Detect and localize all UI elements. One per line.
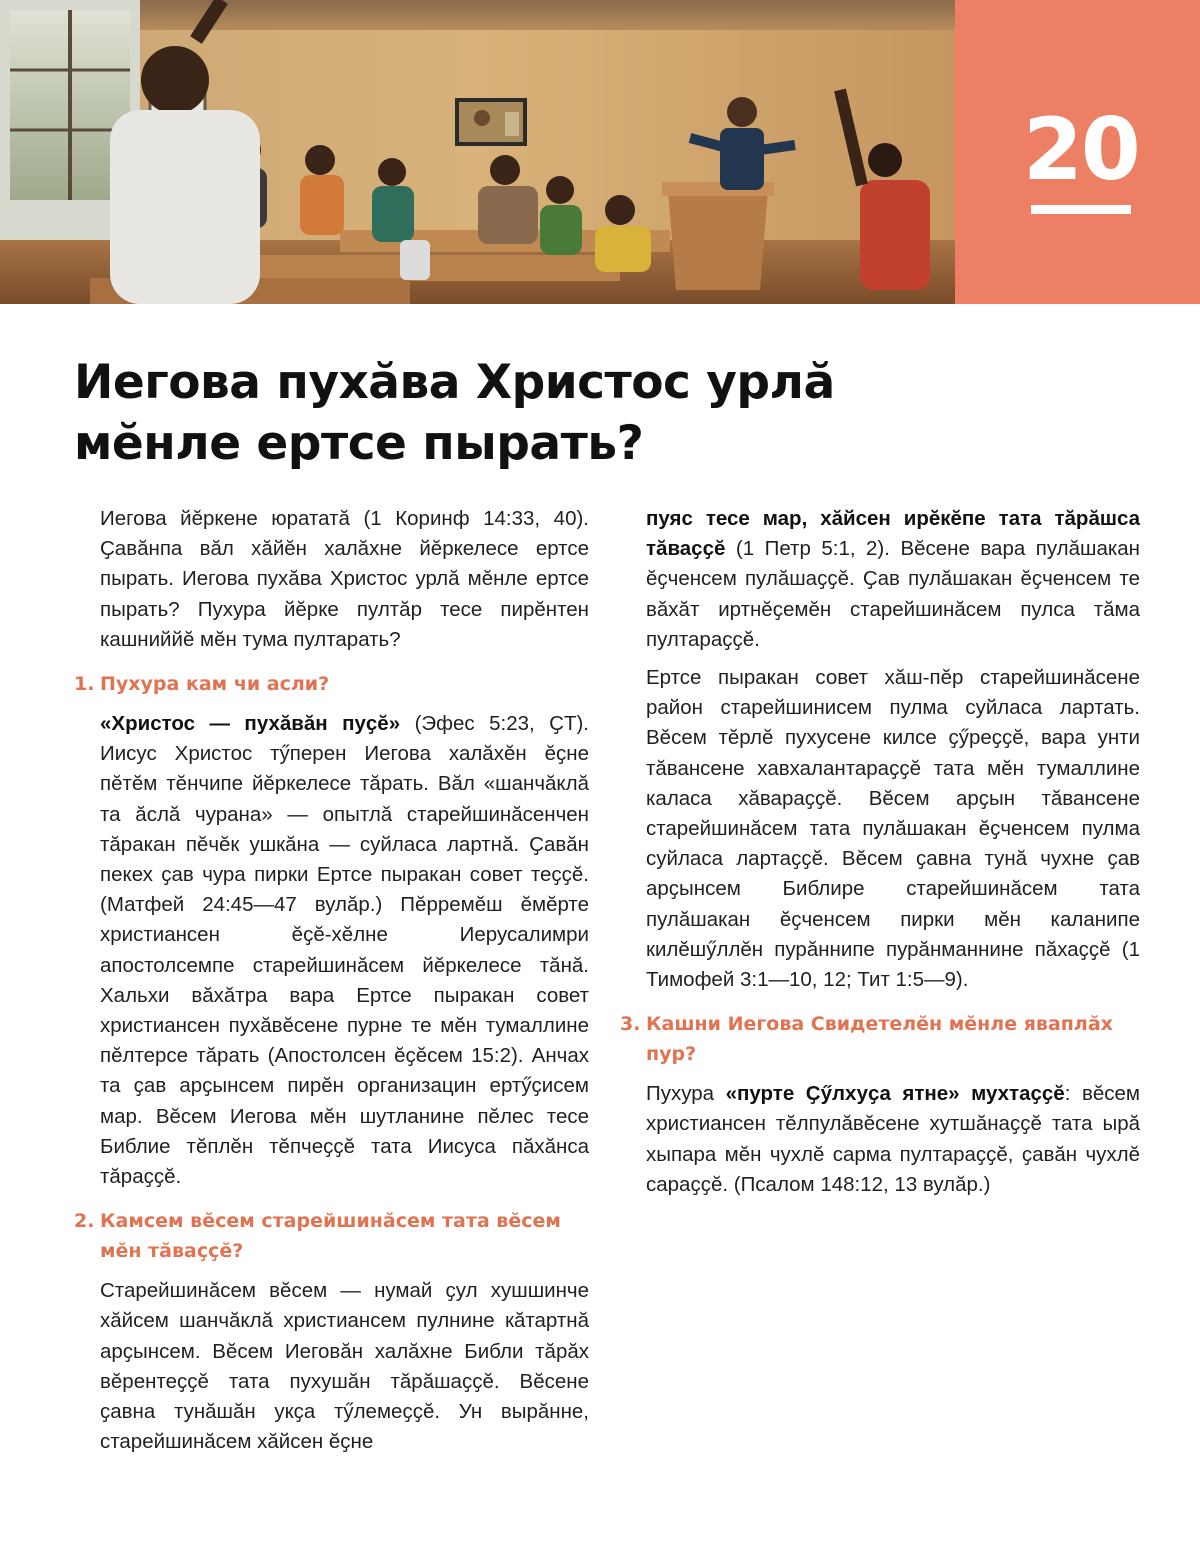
section-3-paragraph bbox=[646, 1079, 1140, 1200]
question-1-text: Пухура кам чи асли? bbox=[100, 673, 330, 696]
question-1-number: 1. bbox=[74, 673, 95, 696]
section-2-text-end: (1 Петр 5:1, 2). Вӗсене вара пулӑшакан ӗҫченсем пулӑшаҫҫӗ. Ҫав пулӑшакан ӗҫченсем те вӑхӑт иртнӗҫемӗн старейшинӑсем пулса тӑма пултараҫҫӗ. bbox=[646, 537, 1140, 651]
lesson-number-underline bbox=[1031, 205, 1131, 214]
section-3-lead: Пухура bbox=[646, 1082, 726, 1106]
question-3-number: 3. bbox=[620, 1013, 641, 1036]
question-3-text: Кашни Иегова Свидетелӗн мӗнле яваплӑх пур? bbox=[646, 1013, 1113, 1066]
question-2 bbox=[74, 1206, 589, 1266]
title-line-1: Иегова пухӑва Христос урлӑ bbox=[74, 355, 835, 410]
section-1-bold-lead: «Христос — пухӑвӑн пуҫӗ» bbox=[100, 712, 401, 736]
section-3-bold-lead: «пурте Ҫӳлхуҫа ятне» мухтаҫҫӗ bbox=[725, 1082, 1065, 1106]
section-1-text: (Эфес 5:23, ҪТ). Иисус Христос тӳперен Иегова халӑхӗн ӗҫне пӗтӗм тӗнчипе йӗркелесе тӑрать. Вӑл «шанчӑклӑ та ӑслӑ чурана» — опытлӑ старейшинӑсенчен тӑракан пӗчӗк ушкӑна — суйласа лартнӑ. Ҫавӑн пекех ҫав чура пирки Ертсе пыракан совет теҫҫӗ. (Матфей 24:45—47 вулӑр.) Пӗрремӗш ӗмӗрте христиансен ӗҫӗ-хӗлне Иерусалимри апостолсемпе старейшинӑсем йӗркелесе тӑнӑ. Хальхи вӑхӑтра вара Ертсе пыракан совет христиансен пухӑвӗсене пурне те мӗн тумаллине пӗлтерсе тӑрать (Апостолсен ӗҫӗсем 15:2). Анчах та ҫав арҫынсем пирӗн организацин ертӳҫисем мар. Вӗсем Иегова мӗн шутланине пӗлес тесе Библие тӗплӗн тӗпчеҫҫӗ тата Иисуса пӑхӑнса тӑраҫҫӗ. bbox=[100, 712, 589, 1189]
lesson-title bbox=[74, 352, 974, 474]
question-3 bbox=[620, 1009, 1140, 1069]
lesson-number: 20 bbox=[1023, 100, 1139, 200]
intro-paragraph: Иегова йӗркене юрататӑ (1 Коринф 14:33, 40). Ҫавӑнпа вӑл хӑйӗн халӑхне йӗркелесе ертсе пырать. Иегова пухӑва Христос урлӑ мӗнле ертсе пырать? Пухура йӗрке пултӑр тесе пирӗнтен кашниййӗ мӗн тума пултарать? bbox=[100, 507, 589, 651]
question-2-text: Камсем вӗсем старейшинӑсем тата вӗсем мӗн тӑваҫҫӗ? bbox=[100, 1210, 561, 1263]
section-3-text: : вӗсем христиансен тӗлпулӑвӗсене хутшӑнаҫҫӗ тата ырӑ хыпара мӗн чухлӗ сарма пултараҫҫӗ, ҫавӑн чухлӗ сараҫҫӗ. (Псалом 148:12, 13 вулӑр.) bbox=[646, 1082, 1140, 1196]
section-2-text: Старейшинӑсем вӗсем — нумай ҫул хушшинче хӑйсем шанчӑклӑ христиансем пулнине кӑтартнӑ арҫынсем. Вӗсем Иеговӑн халӑхне Библи тӑрӑх вӗрентеҫҫӗ тата пухушӑн тӑрӑшаҫҫӗ. Вӗсене ҫавна тунӑшӑн укҫа тӳлемеҫҫӗ. Ун вырӑнне, старейшинӑсем хӑйсен ӗҫне bbox=[100, 1279, 589, 1454]
section-1-paragraph bbox=[100, 709, 589, 1192]
hero-illustration bbox=[0, 0, 955, 304]
question-1 bbox=[74, 669, 589, 699]
right-column bbox=[620, 504, 1140, 1208]
section-2-bold-mid: пуяс тесе мар, хӑйсен ирӗкӗпе тата тӑрӑшса тӑваҫҫӗ bbox=[646, 507, 1140, 561]
question-2-number: 2. bbox=[74, 1210, 95, 1233]
left-column bbox=[74, 504, 589, 1465]
section-2-continuation bbox=[646, 504, 1140, 655]
section-2-paragraph-2: Ертсе пыракан совет хӑш-пӗр старейшинӑсене район старейшинисем пулма суйласа лартать. Вӗсем тӗрлӗ пухусене килсе ҫӳреҫҫӗ, вара унти тӑвансене хавхалантараҫҫӗ тата мӗн тумаллине каласа хӑвараҫҫӗ. Вӗсем арҫын тӑвансене старейшинӑсем тата пулӑшакан ӗҫченсем пулма суйласа лартаҫҫӗ. Вӗсем ҫавна тунӑ чухне ҫав арҫынсем Библире старейшинӑсем тата пулӑшакан ӗҫченсем пирки мӗн каланипе килӗшӳллӗн пурӑннипе пурӑнманнине пӑхаҫҫӗ (1 Тимофей 3:1—10, 12; Тит 1:5—9). bbox=[646, 666, 1140, 992]
title-line-2: мӗнле ертсе пырать? bbox=[74, 416, 644, 471]
congregation-meeting-image bbox=[0, 0, 955, 304]
section-2-paragraph bbox=[100, 1276, 589, 1457]
